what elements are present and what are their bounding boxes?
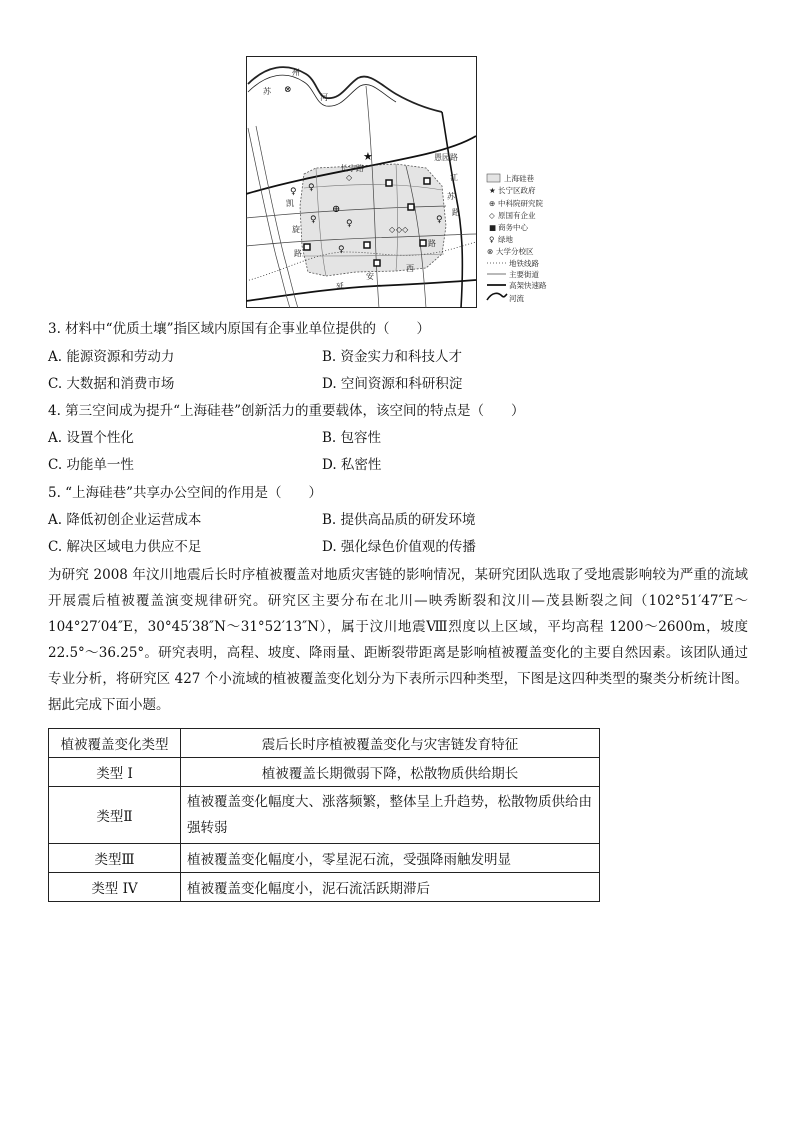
table-header-type: 植被覆盖变化类型 <box>49 729 181 758</box>
map-svg <box>246 56 556 308</box>
map-figure <box>246 56 556 308</box>
legend-business-icon: ■ <box>489 223 497 232</box>
legend-main-street: 主要街道 <box>509 270 539 279</box>
map-label-changning-road: 长宁路 <box>340 164 364 173</box>
question-3-option-a[interactable]: A. 能源资源和劳动力 <box>48 349 175 365</box>
green-space-icon-2: ♀ <box>308 183 315 193</box>
question-3-option-d[interactable]: D. 空间资源和科研积淀 <box>322 376 463 392</box>
business-center-icon-1 <box>386 180 392 186</box>
question-5-option-b[interactable]: B. 提供高品质的研发环境 <box>322 512 476 528</box>
map-label-yan: 延 <box>336 282 344 291</box>
legend-university-campus: 大学分校区 <box>496 247 534 256</box>
table-cell-feature: 植被覆盖长期微弱下降，松散物质供给期长 <box>181 758 600 787</box>
former-soe-icon-2: ◇◇ <box>396 225 409 234</box>
university-campus-icon: ⊗ <box>284 85 292 95</box>
main-street-west-2 <box>256 126 298 308</box>
question-4-option-d[interactable]: D. 私密性 <box>322 457 382 473</box>
legend-expressway: 高架快速路 <box>509 281 547 290</box>
map-label-su2: 苏 <box>447 192 455 201</box>
business-center-icon-6 <box>374 260 380 266</box>
legend-river: 河流 <box>509 294 524 303</box>
question-5-option-d[interactable]: D. 强化绿色价值观的传播 <box>322 539 476 555</box>
map-label-xi: 西 <box>406 264 414 273</box>
question-5-stem: 5. “上海硅巷”共享办公空间的作用是（ ） <box>48 485 322 501</box>
question-4-option-c[interactable]: C. 功能单一性 <box>48 457 134 473</box>
legend-cas-institute: 中科院研究院 <box>498 199 543 208</box>
table-row <box>49 758 600 787</box>
legend-hub-swatch <box>487 174 500 182</box>
legend-business-center: 商务中心 <box>498 223 528 232</box>
map-label-yuyuan-road: 愚园路 <box>434 153 458 162</box>
map-label-lu2: 路 <box>294 249 302 258</box>
legend-district-gov-icon: ★ <box>489 186 496 195</box>
legend-hub: 上海硅巷 <box>504 174 534 183</box>
business-center-icon-5 <box>304 244 310 250</box>
table-cell-type: 类型Ⅱ <box>49 787 181 844</box>
vegetation-type-table <box>48 728 600 902</box>
legend-university-icon: ⊗ <box>487 247 494 256</box>
legend-former-soe: 原国有企业 <box>498 211 536 220</box>
district-gov-star-icon: ★ <box>363 150 373 163</box>
business-center-icon-7 <box>420 240 426 246</box>
question-5-option-c[interactable]: C. 解决区域电力供应不足 <box>48 539 202 555</box>
map-label-zhou: 州 <box>292 68 300 77</box>
table-row <box>49 787 600 844</box>
green-space-icon-4: ♀ <box>346 219 353 229</box>
business-center-icon-2 <box>424 178 430 184</box>
question-3-option-c[interactable]: C. 大数据和消费市场 <box>48 376 175 392</box>
green-space-icon-3: ♀ <box>310 215 317 225</box>
table-cell-type: 类型 I <box>49 758 181 787</box>
table-cell-type: 类型 IV <box>49 873 181 902</box>
expressway-south <box>246 280 476 301</box>
former-soe-icon-1: ◇ <box>346 173 353 182</box>
map-label-an: 安 <box>366 272 374 281</box>
green-space-icon-1: ♀ <box>290 187 297 197</box>
legend-green-space: 绿地 <box>498 235 513 244</box>
map-label-kai: 凯 <box>286 199 294 208</box>
business-center-icon-3 <box>408 204 414 210</box>
question-4-option-a[interactable]: A. 设置个性化 <box>48 430 134 446</box>
map-legend <box>487 173 547 303</box>
legend-metro: 地铁线路 <box>509 259 539 268</box>
material-paragraph: 为研究 2008 年汶川地震后长时序植被覆盖对地质灾害链的影响情况，某研究团队选取了受地震影响较为严重的流域开展震后植被覆盖演变规律研究。研究区主要分布在北川—映秀断裂和汶川—茂县断裂之间（102°51′47″E～104°27′04″E，30°45′38″N～31°52′13″N），属于汶川地震Ⅷ烈度以上区域，平均高程 1200～2600m，坡度 22.5°～36.25°。研究表明，高程、坡度、降雨量、距断裂带距离是影响植被覆盖变化的主要自然因素。该团队通过专业分析，将研究区 427 个小流域的植被覆盖变化划分为下表所示四种类型，下图是这四种类型的聚类分析统计图。据此完成下面小题。 <box>48 567 748 713</box>
question-3-stem: 3. 材料中“优质土壤”指区域内原国有企事业单位提供的（ ） <box>48 321 430 337</box>
cas-institute-icon: ⊕ <box>332 204 341 215</box>
table-cell-feature: 植被覆盖变化幅度小，泥石流活跃期滞后 <box>181 873 600 902</box>
legend-district-gov: 长宁区政府 <box>498 186 536 195</box>
legend-soe-icon: ◇ <box>489 211 495 220</box>
table-cell-feature: 植被覆盖变化幅度小，零星泥石流，受强降雨触发明显 <box>181 844 600 873</box>
map-label-he: 河 <box>320 93 328 102</box>
map-label-su1: 苏 <box>263 87 271 96</box>
map-label-lu3: 路 <box>428 239 436 248</box>
legend-river-line <box>487 293 507 300</box>
map-label-jiang: 江 <box>450 173 458 182</box>
map-label-lu1: 路 <box>452 208 460 217</box>
legend-cas-icon: ⊕ <box>489 199 496 208</box>
former-soe-icon-3: ◇ <box>389 225 396 234</box>
table-row <box>49 873 600 902</box>
map-label-xuan: 旋 <box>292 225 300 234</box>
table-cell-type: 类型Ⅲ <box>49 844 181 873</box>
business-center-icon-4 <box>364 242 370 248</box>
suzhou-river <box>248 67 442 112</box>
table-row <box>49 844 600 873</box>
green-space-icon-5: ♀ <box>436 215 443 225</box>
main-street-west-1 <box>248 128 290 308</box>
table-header-feature: 震后长时序植被覆盖变化与灾害链发育特征 <box>181 729 600 758</box>
question-4-option-b[interactable]: B. 包容性 <box>322 430 382 446</box>
green-space-icon-6: ♀ <box>338 245 345 255</box>
legend-green-icon: ♀ <box>489 235 495 244</box>
question-3-option-b[interactable]: B. 资金实力和科技人才 <box>322 349 463 365</box>
question-4-stem: 4. 第三空间成为提升“上海硅巷”创新活力的重要载体，该空间的特点是（ ） <box>48 403 525 419</box>
table-cell-feature: 植被覆盖变化幅度大、涨落频繁，整体呈上升趋势，松散物质供给由强转弱 <box>181 787 600 844</box>
table-header-row <box>49 729 600 758</box>
question-5-option-a[interactable]: A. 降低初创企业运营成本 <box>48 512 202 528</box>
